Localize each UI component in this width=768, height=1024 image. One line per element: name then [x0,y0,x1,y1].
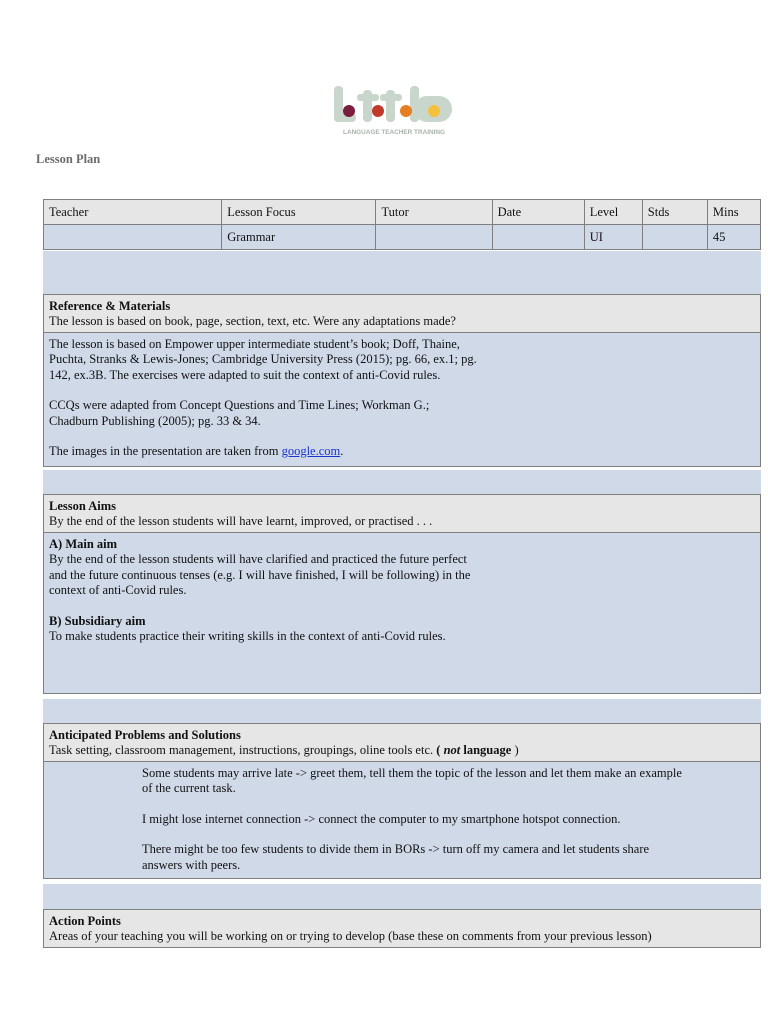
reference-header [44,295,760,332]
aims-body[interactable] [44,532,760,693]
col-mins: Mins [707,200,760,225]
spacer-band [43,699,761,723]
problems-header [44,724,760,761]
lttb-logo-mark [330,84,458,140]
main-aim-line: context of anti-Covid rules. [49,583,187,598]
lesson-focus-value[interactable]: Grammar [222,225,376,250]
subsidiary-aim-heading: B) Subsidiary aim [49,613,146,628]
date-value[interactable] [492,225,584,250]
col-stds: Stds [642,200,707,225]
col-date: Date [492,200,584,225]
prompt-not: not [443,743,461,757]
logo-tagline: LANGUAGE TEACHER TRAINING [343,129,445,136]
reference-line: Chadburn Publishing (2005); pg. 33 & 34. [49,413,261,428]
problem-line: There might be too few students to divide them in BORs -> turn off my camera and let students share [142,842,650,857]
problems-prompt-text: Task setting, classroom management, instructions, groupings, oline tools etc. [49,743,437,757]
doc-title: Lesson Plan [36,152,101,166]
problems-body[interactable] [44,761,760,878]
aims-header [44,495,760,532]
spacer-band [43,251,761,294]
action-header [44,910,760,947]
problems-prompt [49,743,755,758]
col-level: Level [584,200,642,225]
stds-value[interactable] [642,225,707,250]
main-aim-line: By the end of the lesson students will have clarified and practiced the future perfect [49,552,467,567]
values-row [44,225,761,250]
reference-body[interactable] [44,332,760,466]
logo-dot [372,105,384,117]
problem-line: of the current task. [142,781,236,796]
header-row [44,200,761,225]
images-source-text: The images in the presentation are taken from [49,444,282,459]
reference-line: CCQs were adapted from Concept Questions and Time Lines; Workman G.; [49,398,430,413]
lesson-header-table [43,199,761,250]
main-aim-heading: A) Main aim [49,537,118,551]
teacher-value[interactable] [44,225,222,250]
spacer-band [43,884,761,909]
images-source-end: . [340,444,344,459]
tutor-value[interactable] [376,225,492,250]
problems-section [43,723,761,879]
mins-value[interactable]: 45 [707,225,760,250]
reference-section [43,294,761,467]
action-prompt: Areas of your teaching you will be working on or trying to develop (base these on comments from your previous lesson) [49,929,652,943]
logo-dot [400,105,412,117]
col-tutor: Tutor [376,200,492,225]
google-link[interactable]: google.com [281,444,341,459]
aims-prompt: By the end of the lesson students will have learnt, improved, or practised . . . [49,514,433,528]
action-section [43,909,761,948]
logo-dot [343,105,355,117]
logo-dot [428,105,440,117]
problem-line: answers with peers. [142,857,241,872]
aims-section [43,494,761,694]
reference-prompt: The lesson is based on book, page, section, text, etc. Were any adaptations made? [49,314,456,328]
subsidiary-aim-line: To make students practice their writing skills in the context of anti-Covid rules. [49,629,446,644]
col-lesson-focus: Lesson Focus [222,200,376,225]
problem-line: I might lose internet connection -> connect the computer to my smartphone hotspot connection. [142,811,621,826]
spacer-band [43,470,761,494]
reference-line: The lesson is based on Empower upper intermediate student’s book; Doff, Thaine, [49,337,460,351]
action-heading: Action Points [49,914,121,928]
reference-line: Puchta, Stranks & Lewis-Jones; Cambridge University Press (2015); pg. 66, ex.1; pg. [49,352,477,367]
main-aim-line: and the future continuous tenses (e.g. I will have finished, I will be following) in the [49,567,471,582]
prompt-language: language [460,743,512,757]
prompt-paren: ) [511,743,519,757]
reference-heading: Reference & Materials [49,299,171,313]
problems-heading: Anticipated Problems and Solutions [49,728,241,742]
aims-heading: Lesson Aims [49,499,117,513]
lttb-logo [330,84,458,140]
level-value[interactable]: UI [584,225,642,250]
images-source-line [49,444,755,459]
reference-line: 142, ex.3B. The exercises were adapted to suit the context of anti-Covid rules. [49,367,441,382]
problem-line: Some students may arrive late -> greet them, tell them the topic of the lesson and let them make an example [142,766,682,780]
prompt-paren: ( [436,743,444,757]
col-teacher: Teacher [44,200,222,225]
